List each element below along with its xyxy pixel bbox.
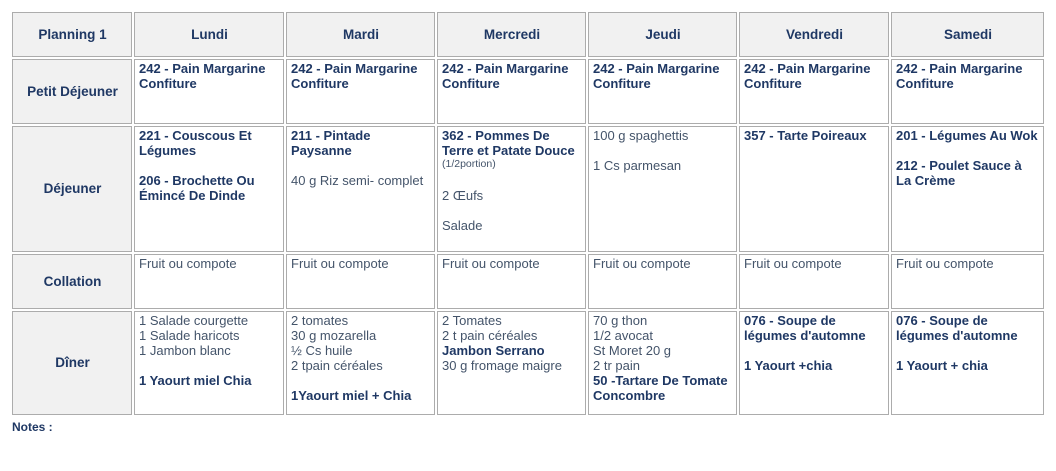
meal-item-line: 362 - Pommes De Terre et Patate Douce [442, 128, 575, 158]
day-header-mercredi: Mercredi [437, 12, 586, 57]
meal-row-label: Collation [12, 254, 132, 309]
meal-item-line: 1Yaourt miel + Chia [291, 388, 412, 403]
meal-cell [588, 311, 737, 415]
meal-cell [891, 311, 1044, 415]
meal-item-line: Fruit ou compote [442, 256, 540, 271]
meal-item-line: 242 - Pain Margarine Confiture [139, 61, 266, 91]
meal-item-line: 357 - Tarte Poireaux [744, 128, 867, 143]
meal-item-line: 1 Yaourt +chia [744, 358, 833, 373]
meal-cell [134, 126, 284, 252]
meal-cell [134, 59, 284, 124]
planning-title: Planning 1 [12, 12, 132, 57]
meal-cell [134, 311, 284, 415]
meal-cell [437, 126, 586, 252]
meal-item-line: 076 - Soupe de légumes d'automne [744, 313, 866, 343]
meal-item-line: Fruit ou compote [139, 256, 237, 271]
meal-cell [739, 126, 889, 252]
day-header-lundi: Lundi [134, 12, 284, 57]
meal-cell [891, 126, 1044, 252]
meal-item-line: 242 - Pain Margarine Confiture [744, 61, 871, 91]
spacer-line [442, 173, 582, 188]
meal-item-line: 2 tomates [291, 313, 349, 328]
meal-item-line: 1 Yaourt + chia [896, 358, 988, 373]
meal-row-label: Déjeuner [12, 126, 132, 252]
meal-item-line: 2 Œufs [442, 188, 484, 203]
meal-item-line: 211 - Pintade Paysanne [291, 128, 371, 158]
meal-item-line: 1/2 avocat [593, 328, 653, 343]
meal-item-line: 1 Salade haricots [139, 328, 240, 343]
meal-cell [588, 126, 737, 252]
meal-cell [588, 254, 737, 309]
meal-item-line: 1 Salade courgette [139, 313, 249, 328]
meal-row [12, 59, 1044, 124]
meal-item-line: 100 g spaghettis [593, 128, 689, 143]
meal-item-line: 076 - Soupe de légumes d'automne [896, 313, 1018, 343]
meal-cell [286, 254, 435, 309]
meal-item-line: St Moret 20 g [593, 343, 672, 358]
spacer-line [593, 143, 733, 158]
meal-item-line: Fruit ou compote [593, 256, 691, 271]
meal-cell [891, 254, 1044, 309]
meal-cell [437, 311, 586, 415]
meal-item-line: 40 g Riz semi- complet [291, 173, 424, 188]
meal-item-line: 2 tpain céréales [291, 358, 383, 373]
meal-cell [891, 59, 1044, 124]
meal-cell [588, 59, 737, 124]
meal-item-line: (1/2portion) [442, 158, 496, 170]
meal-cell [134, 254, 284, 309]
meal-item-line: 1 Jambon blanc [139, 343, 231, 358]
day-header-samedi: Samedi [891, 12, 1044, 57]
meal-item-line: 242 - Pain Margarine Confiture [593, 61, 720, 91]
meal-item-line: 242 - Pain Margarine Confiture [896, 61, 1023, 91]
meal-cell [286, 126, 435, 252]
meal-item-line: 2 Tomates [442, 313, 502, 328]
day-header-mardi: Mardi [286, 12, 435, 57]
meal-row-label: Dîner [12, 311, 132, 415]
table-body [12, 59, 1044, 415]
spacer-line [744, 343, 885, 358]
meal-item-line: Jambon Serrano [442, 343, 545, 358]
meal-item-line: 212 - Poulet Sauce à La Crème [896, 158, 1022, 188]
meal-item-line: 30 g mozarella [291, 328, 377, 343]
meal-row [12, 126, 1044, 252]
meal-item-line: 242 - Pain Margarine Confiture [442, 61, 569, 91]
meal-item-line: 206 - Brochette Ou Émincé De Dinde [139, 173, 255, 203]
meal-item-line: Fruit ou compote [744, 256, 842, 271]
meal-cell [286, 59, 435, 124]
meal-item-line: 2 tr pain [593, 358, 640, 373]
meal-item-line: 2 t pain céréales [442, 328, 538, 343]
spacer-line [291, 373, 431, 388]
day-header-jeudi: Jeudi [588, 12, 737, 57]
meal-plan-table [10, 10, 1046, 417]
spacer-line [442, 203, 582, 218]
meal-cell [739, 59, 889, 124]
meal-cell [739, 254, 889, 309]
meal-item-line: 221 - Couscous Et Légumes [139, 128, 252, 158]
meal-item-line: Salade [442, 218, 483, 233]
meal-item-line: ½ Cs huile [291, 343, 353, 358]
meal-row [12, 311, 1044, 415]
meal-item-line: Fruit ou compote [896, 256, 994, 271]
meal-cell [739, 311, 889, 415]
meal-cell [286, 311, 435, 415]
meal-cell [437, 254, 586, 309]
meal-item-line: 30 g fromage maigre [442, 358, 562, 373]
meal-item-line: Fruit ou compote [291, 256, 389, 271]
spacer-line [139, 158, 280, 173]
spacer-line [896, 143, 1040, 158]
meal-item-line: 70 g thon [593, 313, 648, 328]
spacer-line [291, 158, 431, 173]
day-header-vendredi: Vendredi [739, 12, 889, 57]
meal-item-line: 201 - Légumes Au Wok [896, 128, 1038, 143]
spacer-line [896, 343, 1040, 358]
meal-cell [437, 59, 586, 124]
meal-row-label: Petit Déjeuner [12, 59, 132, 124]
meal-item-line: 50 -Tartare De Tomate Concombre [593, 373, 728, 403]
meal-row [12, 254, 1044, 309]
spacer-line [139, 358, 280, 373]
meal-item-line: 242 - Pain Margarine Confiture [291, 61, 418, 91]
meal-item-line: 1 Cs parmesan [593, 158, 682, 173]
meal-item-line: 1 Yaourt miel Chia [139, 373, 252, 388]
notes-label: Notes : [12, 420, 53, 434]
header-row [12, 12, 1044, 57]
table-header [12, 12, 1044, 57]
